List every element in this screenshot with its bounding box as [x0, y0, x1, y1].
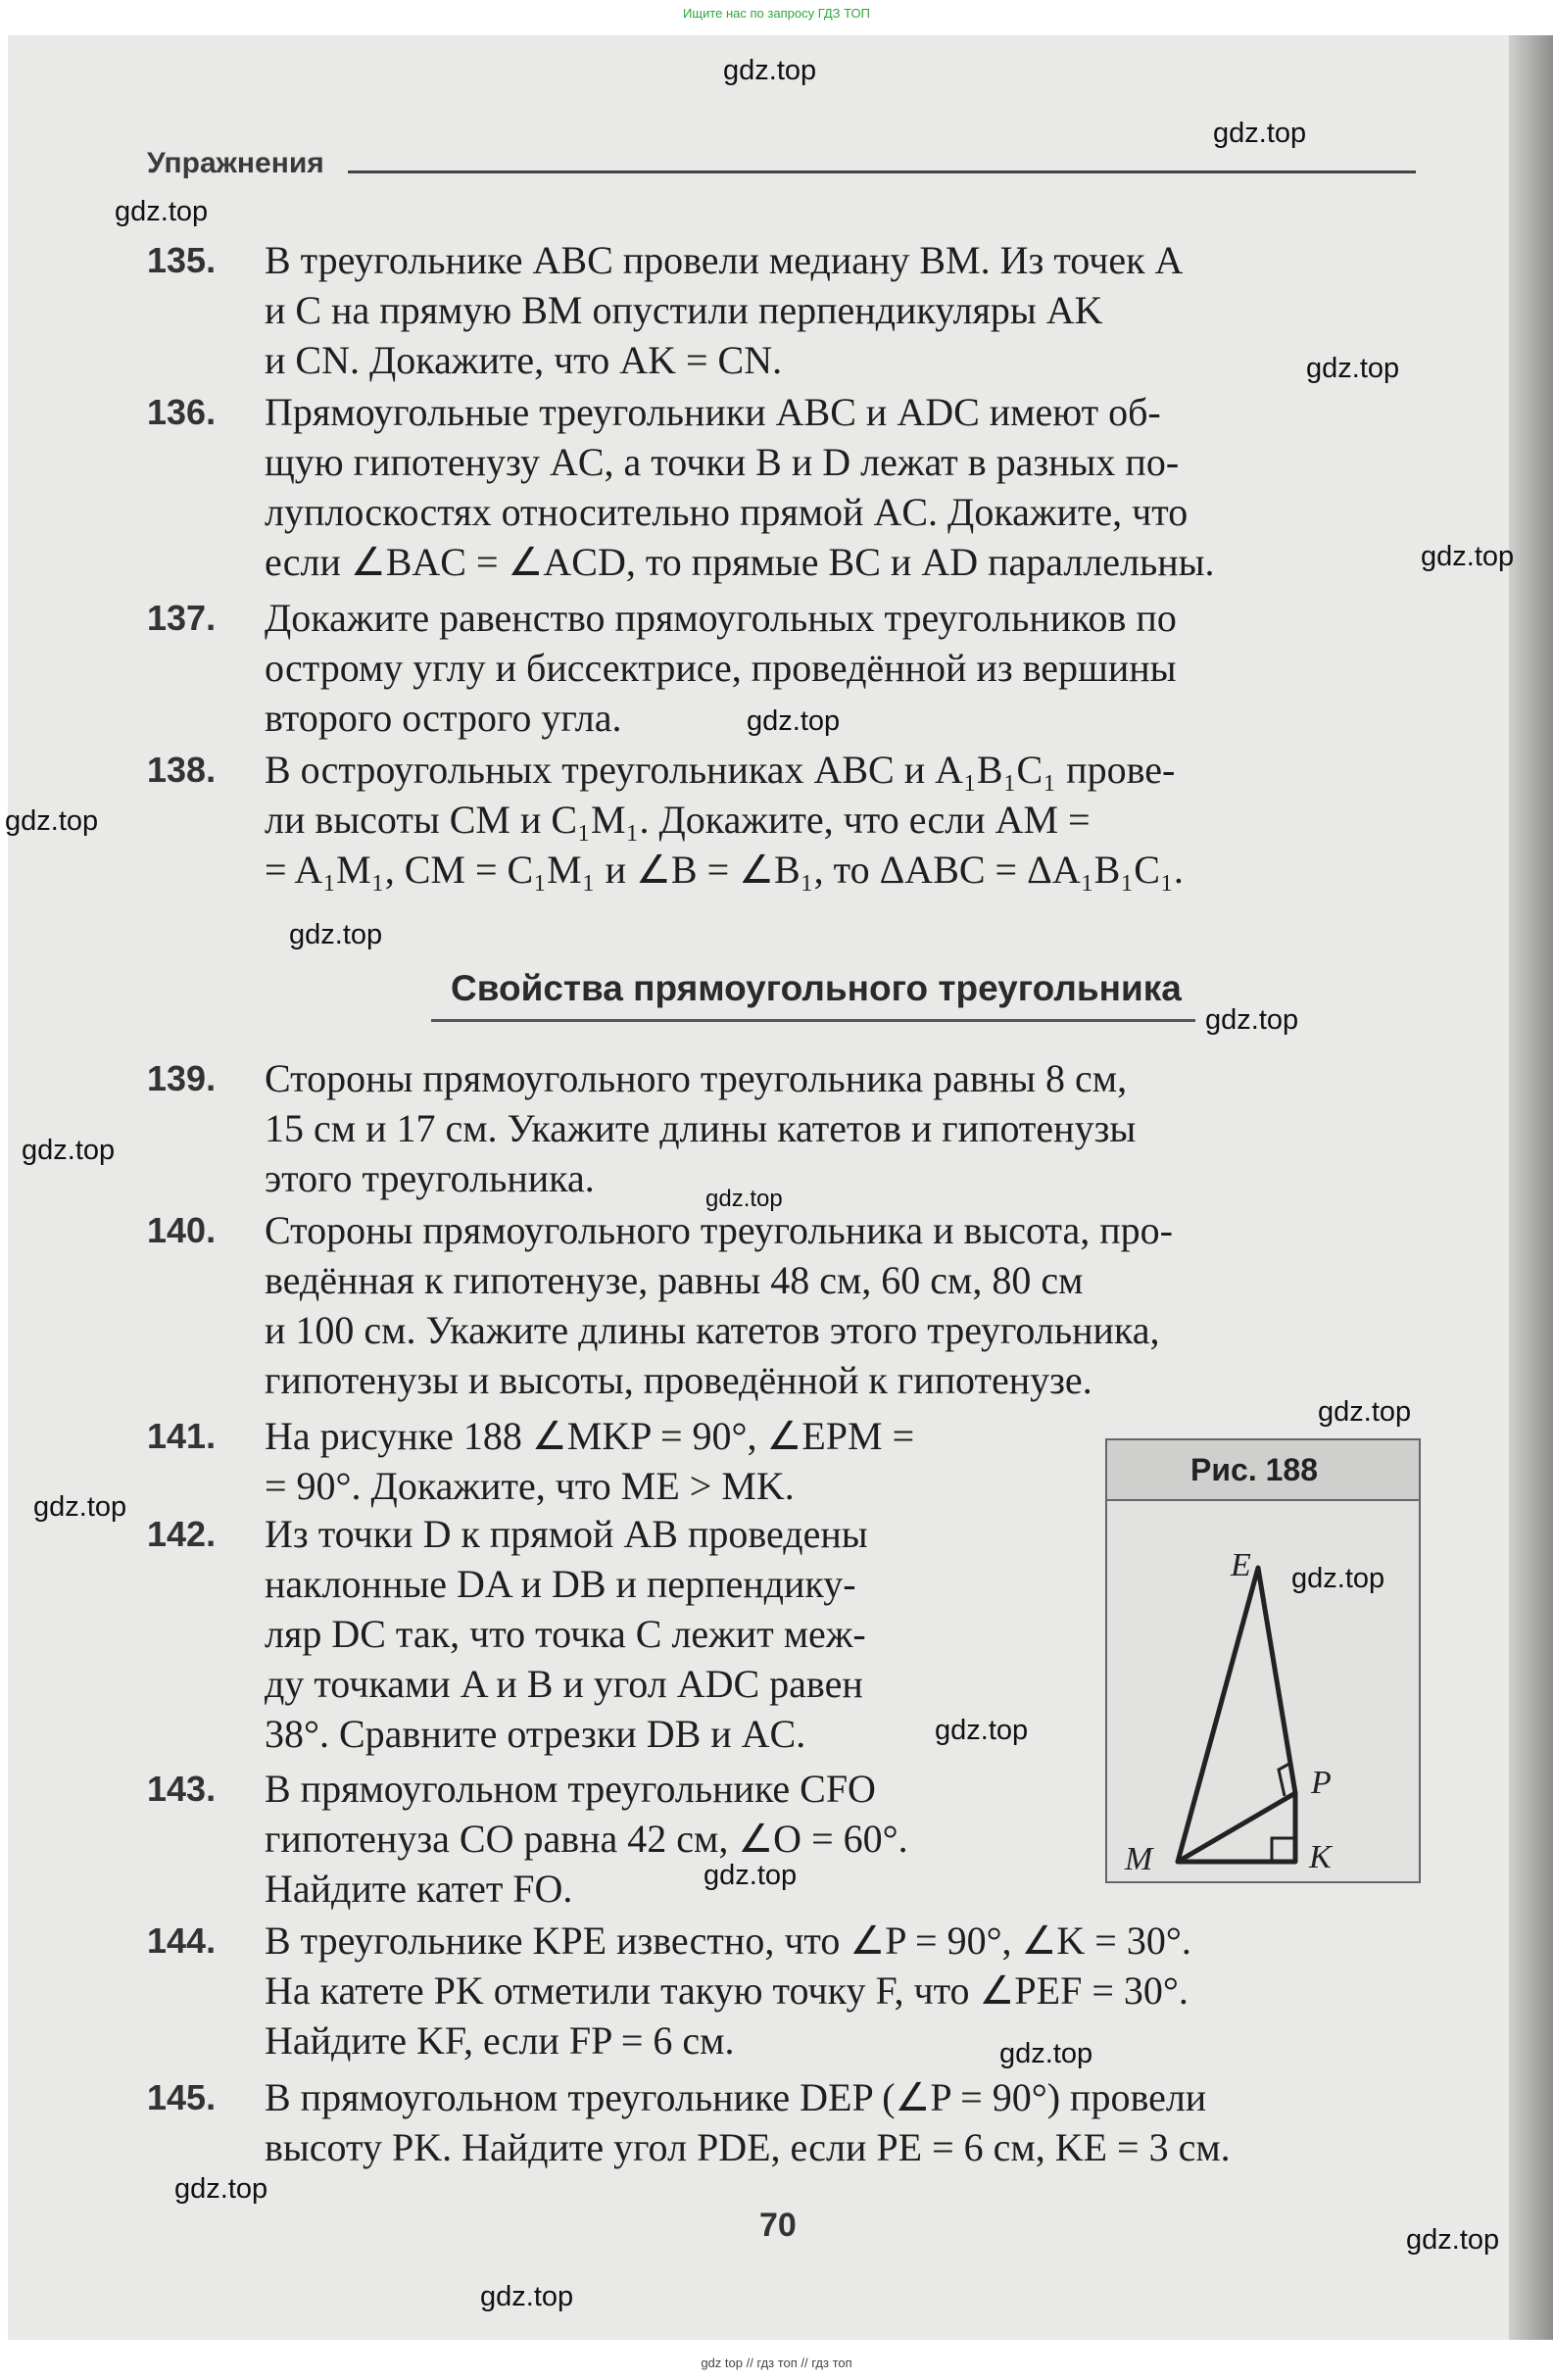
page-edge: [1509, 35, 1553, 2340]
exercise-number: 137.: [147, 598, 217, 638]
label-p: P: [1311, 1765, 1332, 1801]
watermark: gdz.top: [115, 196, 209, 227]
watermark: gdz.top: [1306, 353, 1400, 384]
watermark: gdz.top: [705, 1186, 783, 1212]
top-banner: Ищите нас по запросу ГДЗ ТОП: [683, 6, 870, 21]
watermark: gdz.top: [33, 1491, 127, 1523]
page-number: 70: [759, 2207, 797, 2244]
watermark: gdz.top: [1205, 1004, 1299, 1036]
exercise-number: 144.: [147, 1920, 217, 1961]
exercise-number: 138.: [147, 750, 217, 790]
exercise-text: В треугольнике ABC провели медиану BM. Из точек A и C на прямую BM опустили перпендикуляры AK и CN. Докажите, что AK = CN.: [265, 238, 1184, 382]
label-m: M: [1125, 1841, 1153, 1877]
watermark: gdz.top: [5, 805, 99, 837]
watermark: gdz.top: [22, 1135, 116, 1166]
exercise-number: 140.: [147, 1210, 217, 1250]
triangle-lines: [1178, 1568, 1295, 1862]
watermark: gdz.top: [480, 2281, 574, 2312]
right-angle-mark-k: [1272, 1838, 1295, 1862]
exercise-text: В прямоугольном треугольнике DEP (∠P = 90°) провели высоту PK. Найдите угол PDE, если PE = 6 см, KE = 3 см.: [265, 2075, 1231, 2169]
exercise-number: 142.: [147, 1514, 217, 1554]
exercise-text: Докажите равенство прямоугольных треугольников по острому углу и биссектрисе, проведённой из вершины второго острого угла.: [265, 596, 1177, 740]
exercise-number: 145.: [147, 2077, 217, 2117]
watermark: gdz.top: [1421, 541, 1515, 572]
watermark: gdz.top: [1406, 2224, 1500, 2256]
section-rule: [348, 170, 1416, 173]
figure-caption: Рис. 188: [1107, 1440, 1419, 1501]
watermark: gdz.top: [747, 705, 841, 737]
exercise-text: Стороны прямоугольного треугольника равны 8 см, 15 см и 17 см. Укажите длины катетов и гипотенузы этого треугольника.: [265, 1056, 1137, 1200]
watermark: gdz.top: [174, 2173, 268, 2205]
exercise-number: 139.: [147, 1058, 217, 1098]
watermark: gdz.top: [1318, 1396, 1412, 1428]
watermark: gdz.top: [935, 1715, 1029, 1746]
exercise-text: Из точки D к прямой AB проведены наклонные DA и DB и перпендику- ляр DC так, что точка C лежит меж- ду точками A и B и угол ADC равен 38°. Сравните отрезки DB и AC.: [265, 1512, 868, 1756]
watermark: gdz.top: [1213, 118, 1307, 149]
exercise-text: В треугольнике KPE известно, что ∠P = 90°, ∠K = 30°. На катете PK отметили такую точку F, что ∠PEF = 30°. Найдите KF, если FP = 6 см.: [265, 1919, 1191, 2063]
exercise-number: 143.: [147, 1769, 217, 1809]
watermark: gdz.top: [999, 2038, 1093, 2069]
exercise-text: Стороны прямоугольного треугольника и высота, про- ведённая к гипотенузе, равны 48 см, 60 см, 80 см и 100 см. Укажите длины катетов этого треугольника, гипотенузы и высоты, проведённой к гипотенузе.: [265, 1208, 1173, 1402]
watermark: gdz.top: [704, 1860, 798, 1891]
watermark: gdz.top: [289, 919, 383, 950]
watermark: gdz.top: [1291, 1563, 1385, 1594]
right-angle-mark-p: [1279, 1764, 1289, 1796]
exercise-number: 135.: [147, 240, 217, 280]
section-heading: Упражнения: [147, 147, 324, 179]
bottom-banner: gdz top // гдз топ // гдз топ: [701, 2356, 852, 2370]
exercise-text: В прямоугольном треугольнике CFO гипотенуза CO равна 42 см, ∠O = 60°. Найдите катет FO.: [265, 1767, 908, 1911]
figure-188: [1105, 1438, 1421, 1883]
label-e: E: [1231, 1547, 1251, 1583]
subsection-title: Свойства прямоугольного треугольника: [451, 968, 1182, 1008]
label-k: K: [1309, 1839, 1332, 1875]
exercise-text: На рисунке 188 ∠MKP = 90°, ∠EPM = = 90°. Докажите, что ME > MK.: [265, 1414, 915, 1508]
watermark: gdz.top: [723, 55, 817, 86]
exercise-number: 141.: [147, 1416, 217, 1456]
exercise-number: 136.: [147, 392, 217, 432]
exercise-text: В остроугольных треугольниках ABC и A₁B₁C₁ прове- ли высоты CM и C₁M₁. Докажите, что если AM = = A₁M₁, CM = C₁M₁ и ∠B = ∠B₁, то ΔABC = ΔA₁B₁C₁.: [265, 748, 1184, 892]
exercise-text: Прямоугольные треугольники ABC и ADC имеют об- щую гипотенузу AC, а точки B и D лежат в разных по- луплоскостях относительно прямой AC. Докажите, что если ∠BAC = ∠ACD, то прямые BC и AD параллельны.: [265, 390, 1215, 584]
subsection-rule: [431, 1019, 1195, 1022]
triangle-diagram: [1107, 1499, 1419, 1881]
